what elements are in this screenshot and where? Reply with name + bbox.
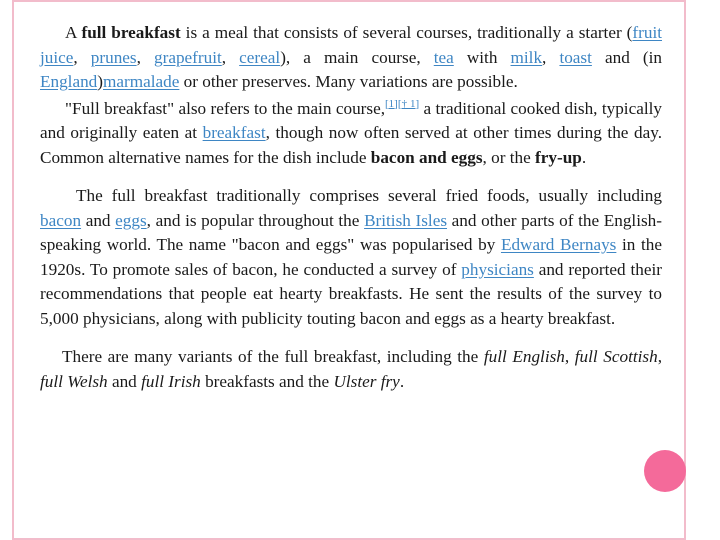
- slide-border-right: [684, 0, 686, 540]
- italic-term-full-welsh: full Welsh: [40, 371, 108, 391]
- text-span: ,: [73, 47, 91, 67]
- text-span: .: [399, 371, 405, 391]
- text-span: , and is popular throughout the: [146, 210, 365, 230]
- text-span: and: [81, 210, 116, 230]
- italic-term-full-irish: full Irish: [141, 371, 201, 391]
- text-span: A: [65, 23, 82, 42]
- slide-border-left: [12, 0, 14, 540]
- paragraph-3: [40, 184, 662, 331]
- text-span: breakfasts and the: [200, 371, 334, 391]
- text-span: ,: [221, 47, 240, 67]
- text-span: ,: [564, 347, 575, 366]
- text-span: is a meal that consists of several courses, traditionally a starter (: [180, 23, 633, 42]
- link-breakfast[interactable]: breakfast: [202, 123, 266, 142]
- text-span: "Full breakfast" also refers to the main course,: [65, 98, 386, 118]
- link-marmalade[interactable]: marmalade: [103, 72, 180, 91]
- link-cereal[interactable]: cereal: [239, 47, 281, 67]
- link-prunes[interactable]: prunes: [90, 47, 137, 67]
- slide-border-top: [12, 0, 686, 2]
- text-span: ,: [136, 47, 155, 67]
- text-span: or other preserves. Many variations are possible.: [179, 72, 518, 91]
- text-span: with: [453, 47, 511, 67]
- link-british-isles[interactable]: British Isles: [364, 210, 448, 230]
- text-span: and other parts of the English-speaking world. The name "bacon and eggs" was popularised by: [40, 210, 662, 254]
- link-grapefruit[interactable]: grapefruit: [154, 47, 222, 67]
- link-physicians[interactable]: physicians: [461, 259, 534, 279]
- italic-term-full-english: full English: [483, 347, 565, 366]
- italic-term-ulster-fry: Ulster fry: [333, 371, 400, 391]
- text-span: ): [97, 72, 104, 91]
- link-edward-bernays[interactable]: Edward Bernays: [500, 235, 617, 254]
- bold-term-full-breakfast: full breakfast: [81, 23, 181, 42]
- text-span: and: [107, 371, 142, 391]
- text-span: There are many variants of the full breakfast, including the: [62, 347, 484, 366]
- text-span: and (in: [591, 47, 662, 67]
- citation-superscript[interactable]: [1][† 1]: [385, 97, 420, 110]
- link-england[interactable]: England: [40, 72, 98, 91]
- paragraph-2: [40, 97, 662, 171]
- decorative-circle: [644, 450, 686, 492]
- bold-term-fry-up: fry-up: [535, 147, 582, 167]
- slide-content: [40, 21, 662, 394]
- italic-term-full-scottish: full Scottish: [574, 347, 658, 366]
- link-milk[interactable]: milk: [510, 47, 543, 67]
- link-toast[interactable]: toast: [559, 47, 592, 67]
- paragraph-1: [40, 21, 662, 95]
- bold-term-bacon-and-eggs: bacon and eggs: [370, 147, 483, 167]
- link-fruit-juice[interactable]: fruit juice: [40, 23, 662, 67]
- text-span: and reported their recommendations that people eat hearty breakfasts. He sent the results of the survey to 5,000 physicians, along with publicity touting bacon and eggs as a hearty breakfast.: [40, 259, 662, 328]
- link-bacon[interactable]: bacon: [40, 210, 82, 230]
- text-span: , though now often served at other times during the day. Common alternative names for the dish include: [40, 123, 662, 167]
- paragraph-4: [40, 345, 662, 394]
- link-eggs[interactable]: eggs: [115, 210, 147, 230]
- text-span: ,: [657, 347, 663, 366]
- text-span: ,: [542, 47, 560, 67]
- text-span: a traditional cooked dish, typically and originally eaten at: [40, 98, 662, 142]
- text-span: in the 1920s. To promote sales of bacon, he conducted a survey of: [40, 235, 662, 279]
- text-span: The full breakfast traditionally comprises several fried foods, usually including: [76, 186, 662, 205]
- link-tea[interactable]: tea: [433, 47, 454, 67]
- slide-border-bottom: [12, 538, 686, 540]
- text-span: , or the: [482, 147, 536, 167]
- text-span: ), a main course,: [280, 47, 434, 67]
- text-span: .: [581, 147, 587, 167]
